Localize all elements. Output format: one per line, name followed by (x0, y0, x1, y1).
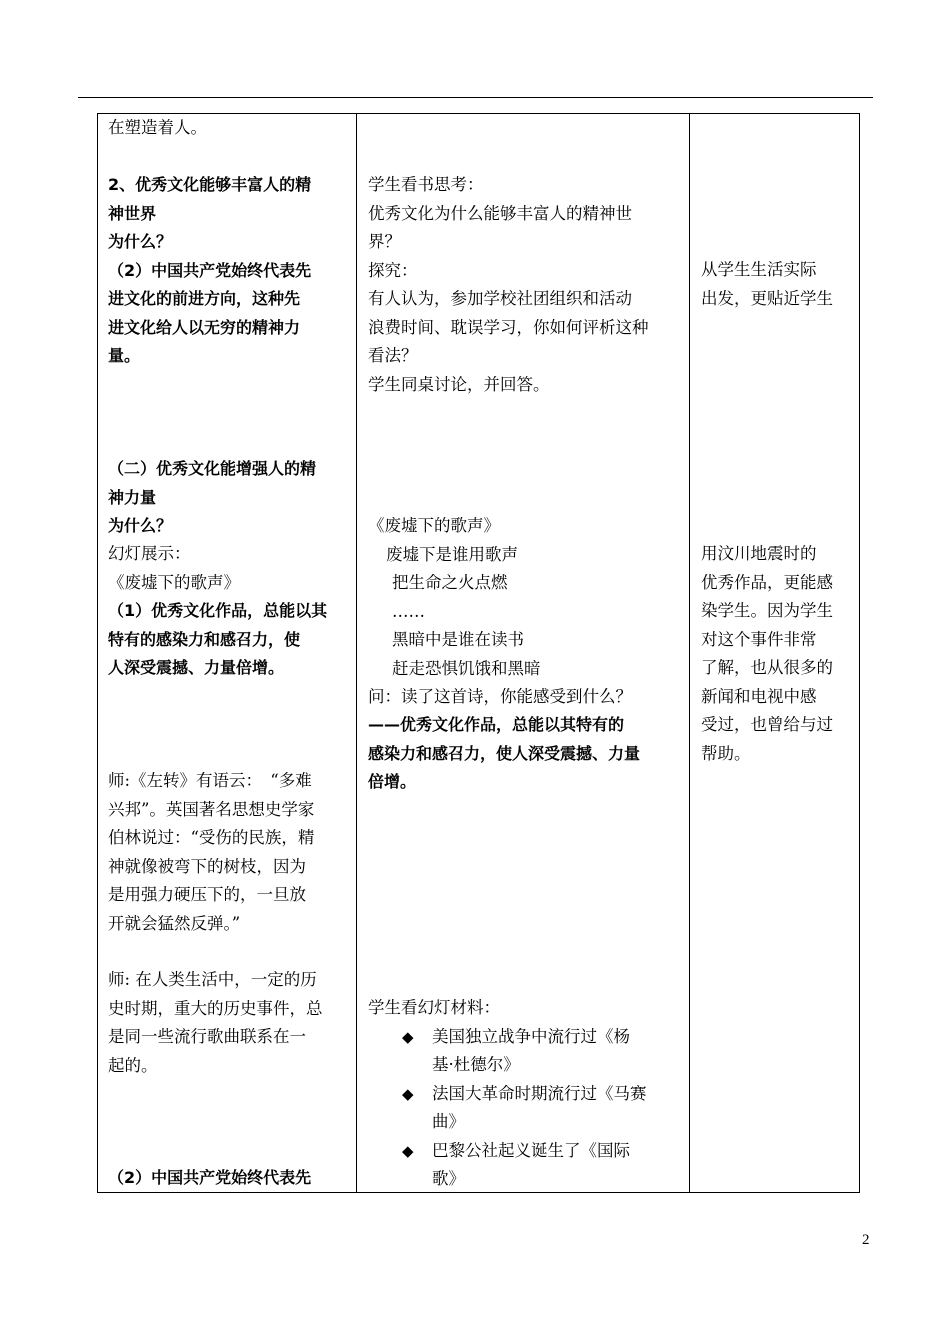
text-line: 在塑造着人。 (108, 118, 207, 137)
text-line: 有人认为，参加学校社团组织和活动 (368, 289, 632, 308)
slide-materials (368, 994, 682, 1194)
poem-title: 《废墟下的歌声》 (368, 516, 500, 535)
reading-task (368, 171, 682, 399)
question-line: 问：读了这首诗，你能感受到什么？ (368, 687, 632, 706)
header-rule (78, 97, 873, 98)
text-line: 神世界 (108, 203, 157, 223)
diamond-bullet-icon: ◆ (402, 1141, 414, 1160)
poem (368, 512, 682, 712)
text-line: 师:《左转》有语云： “多难 (108, 771, 312, 790)
text-line: 优秀作品，更能感 (701, 572, 833, 592)
text-line: （2）中国共产党始终代表先 (108, 260, 312, 280)
design-notes-column (690, 114, 860, 1193)
teacher-remark (108, 966, 350, 1080)
list-item (368, 1080, 682, 1137)
text-line: 探究： (368, 260, 418, 280)
text-line: 起的。 (108, 1055, 158, 1075)
text-line: 优秀文化为什么能够丰富人的精神世 (368, 203, 632, 223)
text-line: （1）优秀文化作品，总能以其 (108, 601, 328, 620)
text-line: ——优秀文化作品，总能以其特有的 (368, 715, 625, 734)
list-item (368, 1137, 682, 1194)
text-line: 了解，也从很多的 (701, 658, 833, 677)
text-line: 曲》 (432, 1112, 465, 1131)
text-line: 从学生生活实际 (701, 260, 817, 279)
text-line: 人深受震撼、力量倍增。 (108, 658, 285, 677)
text-line: 法国大革命时期流行过《马赛 (432, 1083, 647, 1103)
key-point-2 (108, 1164, 350, 1193)
text-line: （二）优秀文化能增强人的精 (108, 459, 317, 478)
text-line: 美国独立战争中流行过《杨 (432, 1026, 630, 1046)
text-line: 为什么？ (108, 232, 173, 251)
design-note-1 (701, 256, 853, 313)
text-line: 《废墟下的歌声》 (108, 572, 240, 592)
text-line: 开就会猛然反弹。” (108, 913, 241, 933)
text-line: 是同一些流行歌曲联系在一 (108, 1027, 306, 1046)
text-line: 伯林说过：“受伤的民族，精 (108, 828, 315, 847)
text-line: 倍增。 (368, 772, 417, 791)
teacher-quote (108, 767, 350, 938)
text-line: 看法？ (368, 346, 418, 365)
text-line: 歌》 (432, 1169, 465, 1188)
text-line: 师: 在人类生活中，一定的历 (108, 970, 317, 989)
table-row (98, 114, 860, 1193)
text-line: 新闻和电视中感 (701, 686, 817, 706)
text-line: 浪费时间、耽误学习，你如何评析这种 (368, 317, 649, 337)
list-item (368, 1023, 682, 1080)
text-line: 进文化给人以无穷的精神力 (108, 317, 301, 337)
text-line: 感染力和感召力，使人深受震撼、力量 (368, 743, 641, 763)
diamond-bullet-icon: ◆ (402, 1027, 414, 1046)
song-list (368, 1023, 682, 1194)
text-line: 2、优秀文化能够丰富人的精 (108, 175, 312, 194)
text-line: 帮助。 (701, 743, 751, 763)
poem-line: 把生命之火点燃 (392, 573, 508, 592)
content-column (98, 114, 357, 1193)
poem-line: 赶走恐惧饥饿和黑暗 (392, 658, 541, 678)
activity-column (357, 114, 690, 1193)
text-line: 神就像被弯下的树枝，因为 (108, 856, 306, 876)
page-number: 2 (862, 1232, 870, 1248)
text-line: 为什么？ (108, 516, 173, 535)
slide-intro (108, 540, 350, 597)
text-line: 巴黎公社起义诞生了《国际 (432, 1140, 630, 1160)
section-heading-strengthen (108, 455, 350, 541)
poem-line: 废墟下是谁用歌声 (386, 544, 518, 564)
text-line: 幻灯展示： (108, 544, 191, 563)
text-line: 对这个事件非常 (701, 629, 817, 649)
text-line: 学生看书思考： (368, 175, 484, 194)
answer (368, 711, 682, 797)
text-line: 特有的感染力和感召力，使 (108, 629, 301, 649)
text-line: 学生同桌讨论，并回答。 (368, 374, 550, 394)
text-line: 学生看幻灯材料： (368, 998, 500, 1017)
text-line: （2）中国共产党始终代表先 (108, 1168, 312, 1187)
text-line: 神力量 (108, 487, 157, 507)
text-line: 界？ (368, 232, 401, 251)
text-line: 染学生。因为学生 (701, 601, 833, 620)
text-line: 受过，也曾给与过 (701, 715, 833, 734)
text-line: 量。 (108, 346, 141, 365)
diamond-bullet-icon: ◆ (402, 1084, 414, 1103)
design-note-2 (701, 540, 853, 768)
poem-line: …… (392, 601, 425, 621)
lesson-plan-table (97, 113, 860, 1193)
text-line: 兴邦”。英国著名思想史学家 (108, 799, 315, 819)
section-heading-enrich (108, 171, 350, 371)
text-line: 出发，更贴近学生 (701, 288, 833, 308)
text-line: 用汶川地震时的 (701, 544, 817, 563)
content-intro (108, 114, 350, 143)
text-line: 史时期，重大的历史事件，总 (108, 998, 323, 1018)
text-line: 基·杜德尔》 (432, 1055, 520, 1074)
poem-line: 黑暗中是谁在读书 (392, 630, 524, 649)
text-line: 是用强力硬压下的，一旦放 (108, 885, 306, 904)
key-point-1 (108, 597, 350, 683)
text-line: 进文化的前进方向，这种先 (108, 289, 301, 308)
